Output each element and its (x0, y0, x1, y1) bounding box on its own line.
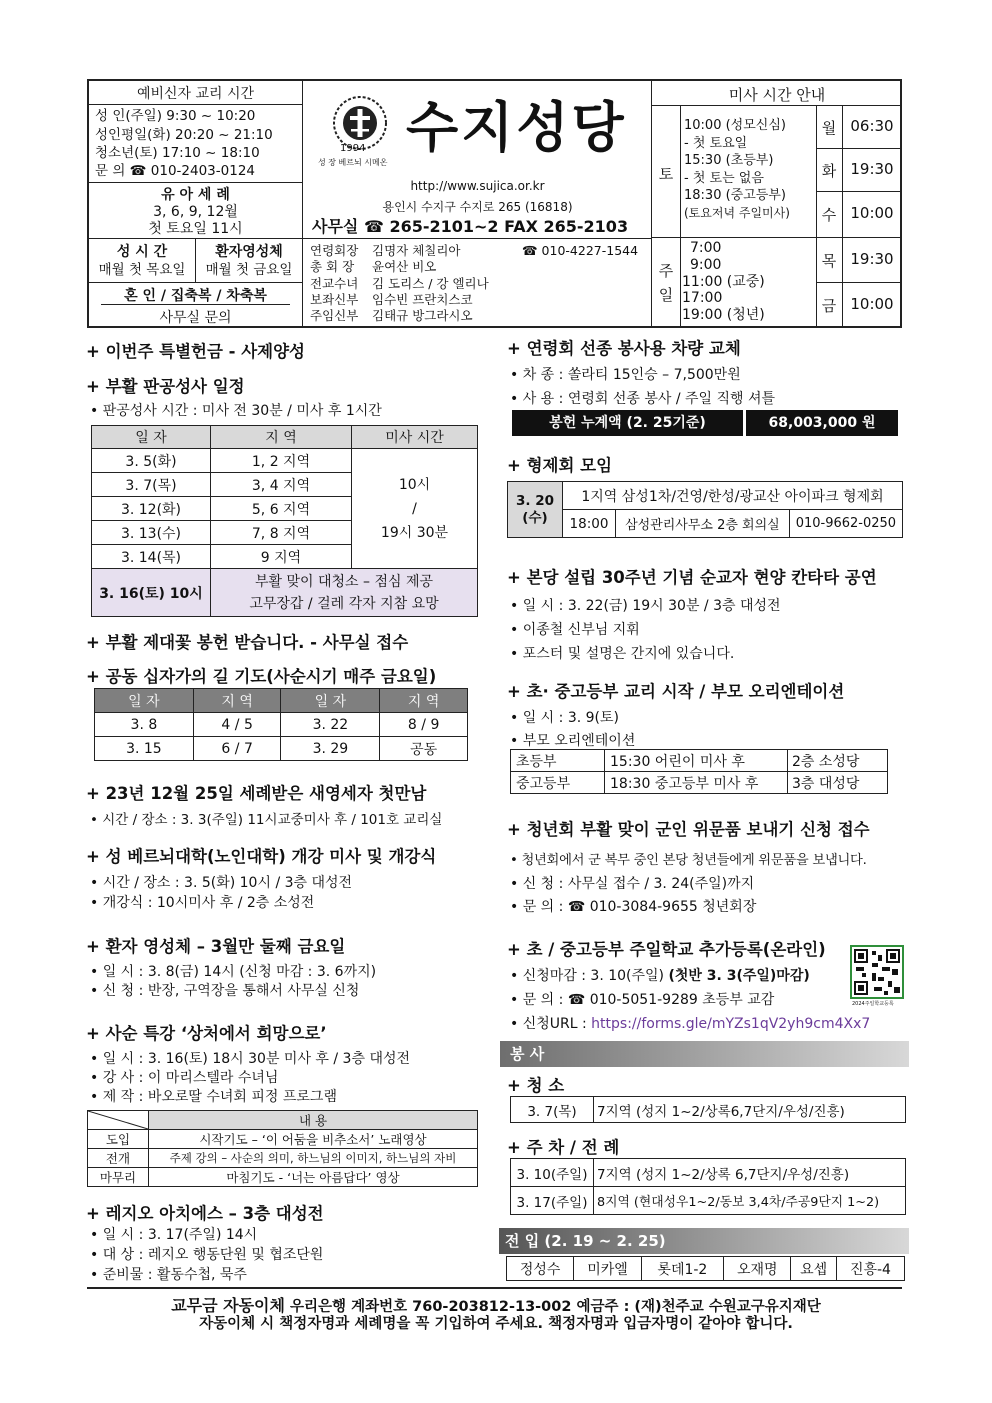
date-cell: 3. 7(목) (92, 473, 211, 497)
marriage-title: 혼 인 / 집축복 / 차축복 (124, 288, 267, 304)
table-row: 3. 10(주일) 7지역 (성지 1~2/상록 6,7단지/우성/진흥) (511, 1159, 906, 1187)
table-row: 초등부 15:30 어린이 미사 후 2층 소성당 (511, 750, 888, 772)
sunday-label: 주 일 (658, 262, 674, 304)
mass-time: 19:00 (청년) (682, 307, 765, 324)
website: http://www.sujica.or.kr (410, 179, 545, 193)
weekday-time: 19:30 (850, 160, 894, 178)
church-name: 수지성당 (406, 96, 627, 159)
header-box (87, 79, 902, 328)
bullet: • 일 시 : 3. 8(금) 14시 (신청 마감 : 3. 6까지) (90, 964, 377, 980)
mass-note: - 첫 토요일 (684, 135, 748, 151)
infant-baptism-months: 3, 6, 9, 12월 (153, 204, 238, 220)
qr-caption: 2024주일학교등록 (852, 1001, 894, 1007)
section-senior-college: + 성 베르뇌대학(노인대학) 개강 미사 및 개강식 (86, 847, 437, 866)
mass-time: 11:00 (교중) (682, 273, 765, 290)
bullet: • 문 의 : ☎ 010-5051-9289 초등부 교감 (510, 992, 775, 1008)
catechism-row: 문 의 ☎ 010-2403-0124 (95, 163, 255, 179)
footer-divider (87, 1287, 902, 1289)
section-online-registration: + 초 / 중고등부 주일학교 추가등록(온라인) (507, 940, 826, 959)
bullet: • 일 시 : 3. 9(토) (510, 710, 619, 726)
bullet: • 시간 / 장소 : 3. 3(주일) 11시교중미사 후 / 101호 교리실 (90, 812, 443, 828)
mass-time: 17:00 (682, 290, 723, 307)
catechism-row: 성인평일(화) 20:20 ~ 21:10 (95, 127, 273, 143)
bullet: • 신 청 : 사무실 접수 / 3. 24(주일)까지 (510, 876, 755, 892)
staff-row: 연령회장 김명자 체칠리아 ☎ 010-4227-1544 (310, 243, 639, 258)
section-legio: + 레지오 아치에스 – 3층 대성전 (86, 1204, 324, 1223)
table-row: 마무리 마침기도 - ‘너는 아름답다’ 영상 (88, 1168, 478, 1187)
bullet: • 부모 오리엔테이션 (510, 733, 636, 749)
cleaning-table (510, 1096, 906, 1123)
area-cell: 5, 6 지역 (211, 497, 352, 521)
bullet: • 일 시 : 3. 17(주일) 14시 (90, 1227, 258, 1243)
infant-baptism-title: 유 아 세 례 (161, 187, 230, 203)
date-cell: 3. 14(목) (92, 545, 211, 569)
weekday-time: 10:00 (850, 295, 894, 313)
col-header: 지 역 (380, 689, 468, 713)
brotherhood-table (507, 481, 903, 538)
offering-total-label: 봉헌 누계액 (2. 25기준) (512, 410, 743, 436)
weekday-label: 월 (821, 119, 837, 137)
table-row: 전개 주제 강의 – 사순의 의미, 하느님의 이미지, 하느님의 자비 (88, 1149, 478, 1168)
mass-time: 18:30 (중고등부) (684, 188, 786, 203)
col-header: 미사 시간 (352, 426, 478, 449)
area-cell: 3, 4 지역 (211, 473, 352, 497)
logo-caption: 성 장 베르뇌 시메온 (318, 158, 388, 167)
section-vehicle: + 연령회 선종 봉사용 차량 교체 (507, 339, 741, 358)
bullet: • 신 청 : 반장, 구역장을 통해서 사무실 신청 (90, 983, 360, 999)
staff-list (310, 243, 638, 324)
col-header: 일 자 (95, 689, 194, 713)
col-header: 일 자 (281, 689, 380, 713)
bullet: • 개강식 : 10시미사 후 / 2층 소성전 (90, 895, 315, 911)
sick-communion-title: 환자영성체 (215, 244, 283, 260)
bullet: • 제 작 : 바오로딸 수녀회 피정 프로그램 (90, 1089, 337, 1105)
weekday-label: 금 (821, 297, 837, 315)
meeting-date: 3. 20 (수) (508, 482, 563, 538)
meeting-phone: 010-9662-0250 (789, 510, 902, 538)
col-header: 일 자 (92, 426, 211, 449)
bullet: • 문 의 : ☎ 010-3084-9655 청년회장 (510, 899, 757, 915)
bullet: • 준비물 : 활동수첩, 묵주 (90, 1267, 247, 1283)
marriage-value: 사무실 문의 (159, 310, 232, 326)
meeting-place: 삼성관리사무소 2층 회의실 (616, 510, 790, 538)
date-cell: 3. 12(화) (92, 497, 211, 521)
area-cell: 7, 8 지역 (211, 521, 352, 545)
auto-transfer-label: 교무금 자동이체 (171, 1296, 285, 1315)
mass-schedule-panel (652, 81, 902, 328)
area-cell: 1, 2 지역 (211, 449, 352, 473)
qr-code-icon[interactable] (850, 945, 904, 999)
footer-line-2: 자동이체 시 책정자명과 세례명을 꼭 기입하여 주세요. 책정자명과 입금자명이 같아야 합니다. (199, 1316, 793, 1332)
weekday-time: 06:30 (850, 117, 894, 135)
table-row (92, 449, 478, 473)
section-catechism-start: + 초· 중고등부 교리 시작 / 부모 오리엔테이션 (507, 682, 845, 701)
section-soldier-gifts: + 청년회 부활 맞이 군인 위문품 보내기 신청 접수 (507, 820, 870, 839)
section-confession-schedule: + 부활 판공성사 일정 (86, 377, 245, 396)
col-header: 내 용 (149, 1111, 478, 1130)
date-cell: 3. 5(화) (92, 449, 211, 473)
catechism-panel (89, 81, 302, 328)
table-row (92, 569, 478, 617)
table-row: 도입 시작기도 – ‘이 어둠을 비추소서’ 노래영상 (88, 1130, 478, 1149)
mass-time: 15:30 (초등부) (684, 153, 774, 168)
offering-total-value: 68,003,000 원 (746, 410, 898, 436)
mass-time: 7:00 (690, 240, 722, 256)
mass-title: 미사 시간 안내 (728, 86, 826, 104)
section-brotherhood: + 형제회 모임 (507, 456, 613, 475)
lecture-table (87, 1110, 478, 1187)
section-lent-lecture: + 사순 특강 ‘상처에서 희망으로’ (86, 1024, 327, 1043)
bullet: • 사 용 : 연령회 선종 봉사 / 주일 직행 셔틀 (510, 391, 776, 407)
staff-row: 보좌신부 임수빈 프란치스코 (310, 291, 473, 307)
bullet: • 일 시 : 3. 22(금) 19시 30분 / 3층 대성전 (510, 598, 781, 614)
table-row: 중고등부 18:30 중고등부 미사 후 3층 대성당 (511, 772, 888, 794)
section-sick-communion: + 환자 영성체 – 3월만 둘째 금요일 (86, 937, 346, 956)
table-row: 3. 7(목) 7지역 (성지 1~2/상록6,7단지/우성/진흥) (511, 1097, 906, 1123)
service-bar: 봉 사 (500, 1041, 909, 1067)
diagonal-header-cell (88, 1111, 149, 1130)
bullet: • 차 종 : 쏠라티 15인승 – 7,500만원 (510, 367, 741, 383)
weekday-time: 19:30 (850, 250, 894, 268)
meeting-title: 1지역 삼성1차/건영/한성/광교산 아이파크 형제회 (563, 482, 903, 510)
bullet: • 포스터 및 설명은 간지에 있습니다. (510, 646, 735, 662)
bullet: • 신청마감 : 3. 10(주일) (첫반 3. 3(주일)마감) (510, 968, 810, 984)
table-row: 3. 8 4 / 5 3. 22 8 / 9 (95, 713, 468, 737)
staff-row: 전교수녀 김 도리스 / 강 엘리나 (310, 275, 489, 291)
date-cell: 3. 13(수) (92, 521, 211, 545)
infant-baptism-time: 첫 토요일 11시 (148, 221, 243, 237)
col-header: 지 역 (193, 689, 281, 713)
confession-value: 매월 첫 목요일 (98, 262, 186, 278)
section-parking-liturgy: + 주 차 / 전 례 (507, 1138, 620, 1157)
table-row: 정성수 미카엘 롯데1-2 오재명 요셉 진흥-4 (507, 1257, 905, 1281)
section-new-baptized: + 23년 12월 25일 세례받은 새영세자 첫만남 (86, 784, 427, 803)
transfer-bar: 전 입 (2. 19 ~ 2. 25) (499, 1228, 909, 1254)
bullet: • 판공성사 시간 : 미사 전 30분 / 미사 후 1시간 (90, 403, 382, 419)
section-altar-flowers: + 부활 제대꽃 봉헌 받습니다. - 사무실 접수 (86, 633, 409, 652)
section-cleaning: + 청 소 (507, 1076, 565, 1095)
diagonal-line-icon (88, 1111, 148, 1129)
bullet: • 신청URL : https://forms.gle/mYZs1qV2yh9cm4Xx7 (510, 1016, 871, 1032)
mass-time: 9:00 (690, 256, 722, 273)
catechism-row: 성 인(주일) 9:30 ~ 10:20 (95, 108, 256, 124)
address: 용인시 수지구 수지로 265 (16818) (382, 200, 573, 214)
logo-year: 1994 (340, 143, 366, 154)
mass-time: 10:00 (성모신심) (684, 118, 786, 133)
confession-table (91, 425, 478, 617)
date-cell: 3. 16(토) 10시 (92, 569, 211, 617)
table-row: 3. 15 6 / 7 3. 29 공동 (95, 737, 468, 761)
transfer-table (506, 1256, 905, 1281)
bullet: • 일 시 : 3. 16(토) 18시 30분 미사 후 / 3층 대성전 (90, 1051, 411, 1067)
orientation-table (510, 749, 888, 794)
bullet: • 강 사 : 이 마리스텔라 수녀님 (90, 1070, 279, 1086)
catechism-row: 청소년(토) 17:10 ~ 18:10 (95, 145, 260, 161)
weekday-time: 10:00 (850, 204, 894, 222)
note-cell: 부활 맞이 대청소 – 점심 제공 고무장갑 / 걸레 각자 지참 요망 (211, 569, 478, 617)
church-info-panel (304, 81, 651, 328)
section-cantata: + 본당 설립 30주년 기념 순교자 현양 칸타타 공연 (507, 568, 877, 587)
weekday-label: 수 (821, 206, 837, 224)
bullet: • 시간 / 장소 : 3. 5(화) 10시 / 3층 대성전 (90, 875, 353, 891)
weekday-label: 목 (821, 252, 837, 270)
weekday-label: 화 (821, 162, 837, 180)
area-cell: 9 지역 (211, 545, 352, 569)
meeting-time: 18:00 (563, 510, 616, 538)
footer-line-1: 교무금 자동이체 우리은행 계좌번호 760-203812-13-002 예금주 : (재)천주교 수원교구유지재단 (171, 1296, 821, 1315)
mass-note: (토요저녁 주일미사) (684, 205, 790, 220)
parking-table (510, 1158, 906, 1215)
saturday-label: 토 (658, 165, 674, 183)
office-contact: 사무실 ☎ 265-2101~2 FAX 265-2103 (312, 217, 629, 236)
bullet: • 이종철 신부님 지휘 (510, 622, 640, 638)
section-stations-of-cross: + 공동 십자가의 길 기도(사순시기 매주 금요일) (86, 667, 437, 686)
registration-url-link[interactable]: https://forms.gle/mYZs1qV2yh9cm4Xx7 (591, 1016, 871, 1032)
mass-time-cell: 10시 / 19시 30분 (352, 449, 478, 569)
bullet: • 청년회에서 군 복무 중인 본당 청년들에게 위문품을 보냅니다. (510, 853, 867, 868)
sick-communion-value: 매월 첫 금요일 (205, 262, 293, 278)
mass-note: - 첫 토는 없음 (684, 170, 764, 186)
col-header: 지 역 (211, 426, 352, 449)
bullet: • 대 상 : 레지오 행동단원 및 협조단원 (90, 1247, 324, 1263)
saturday-masses (684, 117, 790, 222)
section-special-collection: + 이번주 특별헌금 - 사제양성 (86, 342, 305, 361)
sunday-masses (682, 240, 765, 324)
catechism-title: 예비신자 교리 시간 (136, 86, 255, 102)
confession-title: 성 시 간 (116, 244, 168, 260)
stations-table (94, 688, 468, 761)
staff-row: 주임신부 김태규 방그라시오 (310, 308, 473, 324)
table-row: 3. 17(주일) 8지역 (현대성우1~2/동보 3,4차/주공9단지 1~2) (511, 1187, 906, 1215)
staff-row: 총 회 장 윤여산 비오 (310, 259, 437, 275)
